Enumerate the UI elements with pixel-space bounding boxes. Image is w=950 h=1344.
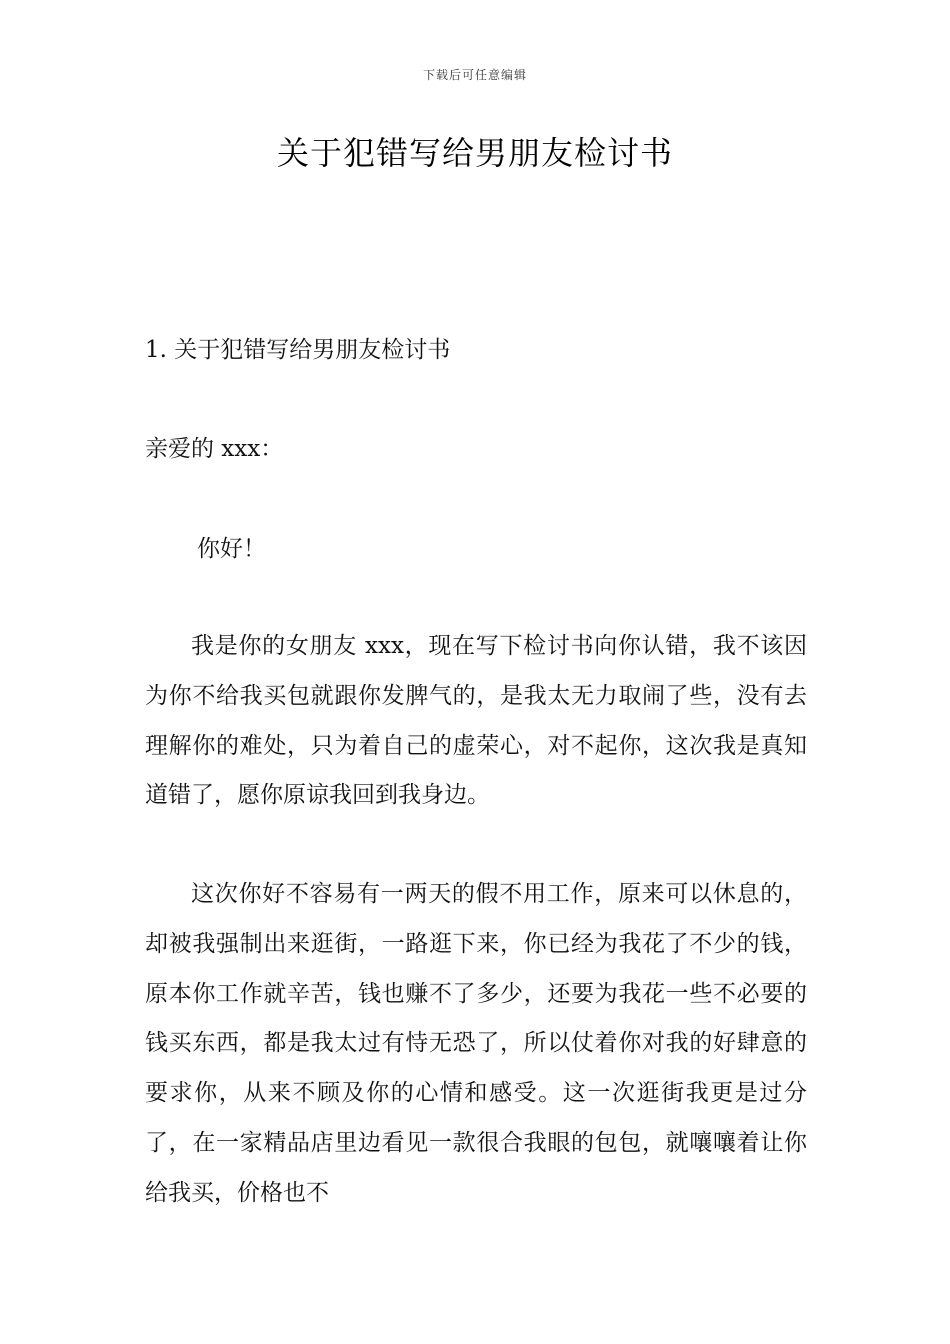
body-paragraph-1: 我是你的女朋友 xxx，现在写下检讨书向你认错，我不该因为你不给我买包就跟你发脾气的，是我太无力取闹了些，没有去理解你的难处，只为着自己的虚荣心，对不起你，这次我是真知道错了，愿你原谅我回到我身边。: [145, 633, 807, 809]
body-paragraph-2: 这次你好不容易有一两天的假不用工作，原来可以休息的，却被我强制出来逛街，一路逛下来，你已经为我花了不少的钱，原本你工作就辛苦，钱也赚不了多少，还要为我花一些不必要的钱买东西，都是我太过有恃无恐了，所以仗着你对我的好肆意的要求你，从来不顾及你的心情和感受。这一次逛街我更是过分了，在一家精品店里边看见一款很合我眼的包包，就嚷嚷着让你给我买，价格也不: [145, 881, 807, 1206]
header-note: 下载后可任意编辑: [422, 68, 527, 82]
greeting: 你好！: [197, 536, 266, 562]
section-heading: 1. 关于犯错写给男朋友检讨书: [145, 337, 451, 363]
salutation: 亲爱的 xxx：: [145, 436, 284, 462]
document-title: 关于犯错写给男朋友检讨书: [276, 134, 673, 172]
